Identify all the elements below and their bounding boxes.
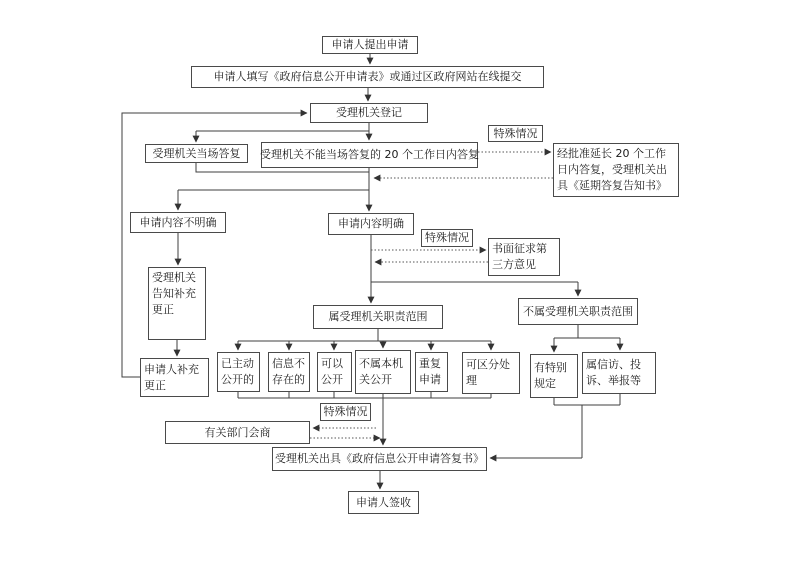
label-special-case-2: 特殊情况 (421, 229, 473, 247)
node-applicant-supplements: 申请人补充更正 (140, 358, 209, 397)
node-applicant-submits: 申请人提出申请 (322, 36, 418, 54)
node-reply-within-20-days: 受理机关不能当场答复的 20 个工作日内答复 (261, 142, 478, 168)
node-special-provisions: 有特别规定 (530, 354, 578, 398)
node-content-clear: 申请内容明确 (328, 213, 414, 235)
node-not-this-authority: 不属本机关公开 (355, 350, 411, 394)
node-separable-handling: 可区分处理 (462, 352, 520, 394)
node-fill-application-form: 申请人填写《政府信息公开申请表》或通过区政府网站在线提交 (191, 66, 544, 88)
node-reply-on-spot: 受理机关当场答复 (145, 144, 248, 163)
node-extension-notice: 经批准延长 20 个工作日内答复，受理机关出具《延期答复告知书》 (553, 143, 679, 197)
node-within-duty-scope: 属受理机关职责范围 (313, 305, 443, 329)
node-applicant-signs: 申请人签收 (348, 491, 419, 514)
label-special-case-1: 特殊情况 (488, 125, 543, 142)
node-can-disclose: 可以公开 (317, 352, 352, 392)
node-already-disclosed: 已主动公开的 (217, 352, 260, 392)
node-petition-complaint-report: 属信访、投诉、举报等 (582, 352, 656, 394)
node-content-unclear: 申请内容不明确 (130, 212, 226, 233)
node-repeat-application: 重复申请 (415, 352, 448, 392)
node-info-not-exist: 信息不存在的 (268, 352, 310, 392)
label-special-case-3: 特殊情况 (320, 403, 371, 421)
node-not-within-duty-scope: 不属受理机关职责范围 (518, 298, 638, 325)
node-issue-reply-document: 受理机关出具《政府信息公开申请答复书》 (272, 447, 487, 471)
node-notify-supplement-correction: 受理机关告知补充更正 (148, 267, 206, 340)
node-third-party-opinion: 书面征求第三方意见 (488, 238, 560, 276)
node-authority-registers: 受理机关登记 (310, 103, 428, 123)
node-department-consultation: 有关部门会商 (165, 421, 310, 444)
